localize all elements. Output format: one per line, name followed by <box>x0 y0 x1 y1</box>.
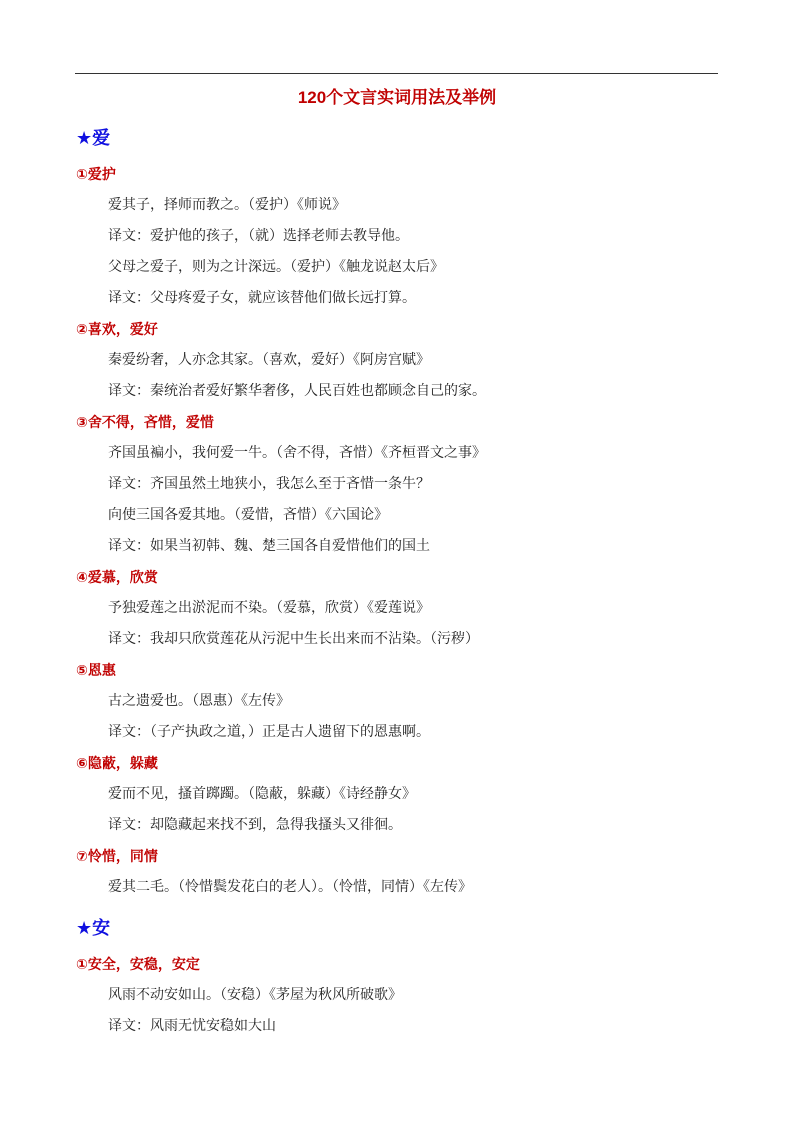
example-line: 秦爱纷奢，人亦念其家。（喜欢，爱好）《阿房宫赋》 <box>108 352 430 368</box>
sense-heading: ⑤恩惠 <box>76 662 116 678</box>
sense-heading: ③舍不得，吝惜，爱惜 <box>76 414 214 430</box>
sense-heading: ④爱慕，欣赏 <box>76 569 158 585</box>
translation-line: 译文：我却只欣赏莲花从污泥中生长出来而不沾染。（污秽） <box>108 631 479 647</box>
headword: ★爱 <box>76 128 111 148</box>
example-line: 古之遗爱也。（恩惠）《左传》 <box>108 693 290 709</box>
sense-heading: ⑦怜惜，同情 <box>76 848 158 864</box>
example-line: 风雨不动安如山。（安稳）《茅屋为秋风所破歌》 <box>108 987 402 1003</box>
document-title: 120个文言实词用法及举例 <box>297 88 497 107</box>
translation-line: 译文：如果当初韩、魏、楚三国各自爱惜他们的国土 <box>108 538 430 554</box>
sense-heading: ⑥隐蔽，躲藏 <box>76 755 158 771</box>
translation-line: 译文：风雨无忧安稳如大山 <box>108 1018 276 1034</box>
translation-line: 译文：秦统治者爱好繁华奢侈，人民百姓也都顾念自己的家。 <box>108 383 486 399</box>
translation-line: 译文：父母疼爱子女，就应该替他们做长远打算。 <box>108 290 416 306</box>
translation-line: 译文：（子产执政之道，）正是古人遗留下的恩惠啊。 <box>108 724 430 740</box>
sense-heading: ①爱护 <box>76 166 116 182</box>
headword: ★安 <box>76 918 111 938</box>
example-line: 向使三国各爱其地。（爱惜，吝惜）《六国论》 <box>108 507 388 523</box>
translation-line: 译文：爱护他的孩子，（就）选择老师去教导他。 <box>108 228 409 244</box>
example-line: 父母之爱子，则为之计深远。（爱护）《触龙说赵太后》 <box>108 259 444 275</box>
sense-heading: ①安全，安稳，安定 <box>76 956 200 972</box>
example-line: 爱而不见，搔首踯躅。（隐蔽，躲藏）《诗经静女》 <box>108 786 416 802</box>
translation-line: 译文：却隐藏起来找不到，急得我搔头又徘徊。 <box>108 817 402 833</box>
translation-line: 译文：齐国虽然土地狭小，我怎么至于吝惜一条牛？ <box>108 476 430 492</box>
document-body <box>76 84 718 1042</box>
example-line: 爱其子，择师而教之。（爱护）《师说》 <box>108 197 346 213</box>
example-line: 予独爱莲之出淤泥而不染。（爱慕，欣赏）《爱莲说》 <box>108 600 430 616</box>
header-rule <box>75 73 718 74</box>
sense-heading: ②喜欢，爱好 <box>76 321 158 337</box>
example-line: 齐国虽褊小，我何爱一牛。（舍不得，吝惜）《齐桓晋文之事》 <box>108 445 486 461</box>
entries <box>76 118 718 1042</box>
example-line: 爱其二毛。（怜惜鬓发花白的老人）。（怜惜，同情）《左传》 <box>108 879 472 895</box>
